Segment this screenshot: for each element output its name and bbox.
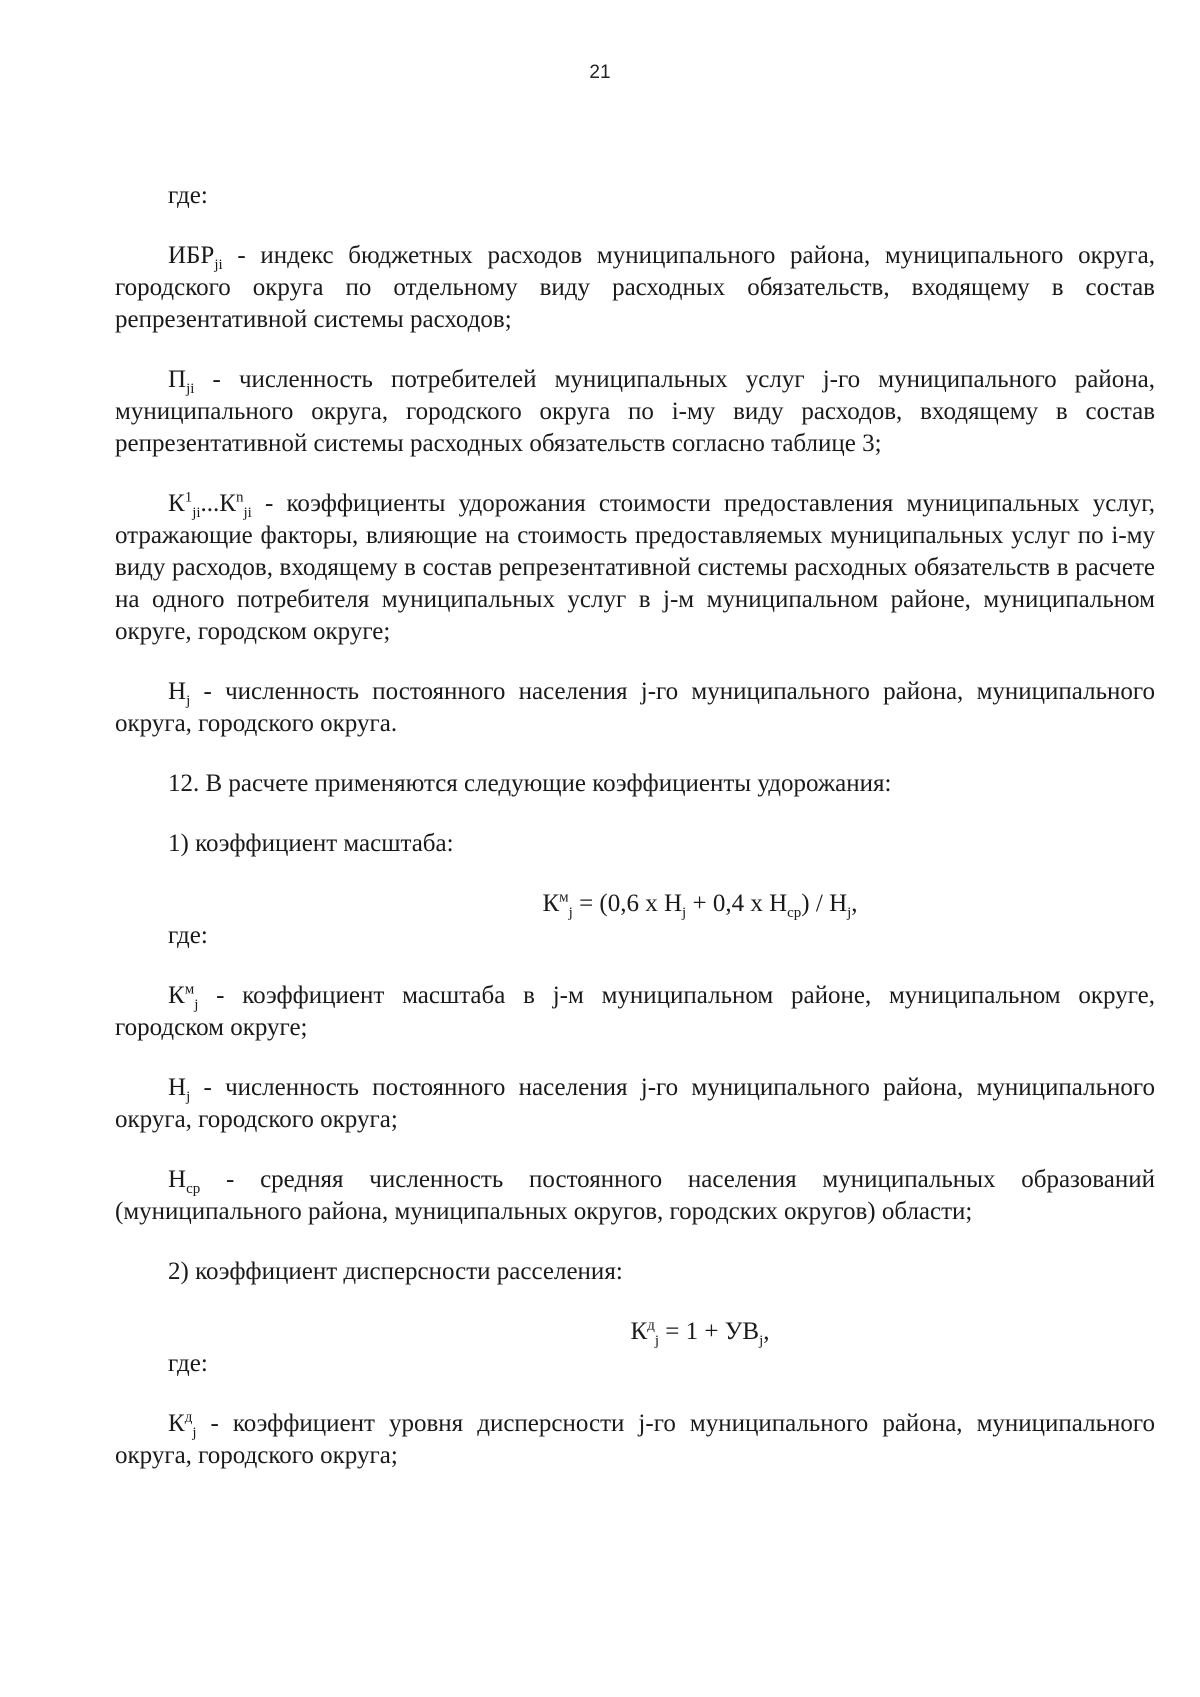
definition-p [115, 364, 1155, 460]
formula-part: , [851, 890, 858, 917]
definition-km [115, 980, 1155, 1044]
definition-text: - коэффициенты удорожания стоимости предоставления муниципальных услуг, отражающие факторы, влияющие на стоимость предоставляемых муниципальных услуг по i-му виду расходов, входящему в состав репрезентативной системы расходных обязательств в расчете на одного потребителя муниципальных услуг в j-м муниципальном районе, муниципальном округе, городском округе; [115, 490, 1155, 645]
definition-ncp [115, 1164, 1155, 1228]
formula-scale [115, 888, 1155, 920]
symbol: К [630, 1318, 648, 1345]
formula-part: = 1 + УВ [659, 1318, 760, 1345]
document-body [115, 180, 1155, 1472]
symbol: К [542, 890, 560, 917]
definition-ibr [115, 240, 1155, 336]
definition-kd [115, 1408, 1155, 1472]
symbol: Н [168, 678, 187, 705]
definition-n [115, 676, 1155, 740]
definition-text: - численность постоянного населения j-го муниципального района, муниципального округа, городского округа; [115, 1074, 1155, 1133]
symbol: К [168, 490, 185, 517]
symbol: Н [168, 1074, 187, 1101]
symbol: Н [168, 1166, 187, 1193]
item-2-heading: 2) коэффициент дисперсности расселения: [168, 1258, 623, 1285]
subscript: ji [192, 505, 201, 521]
formula-part: ) / Н [801, 890, 848, 917]
subscript: ср [186, 1181, 201, 1197]
superscript: м [559, 889, 569, 906]
subscript: j [186, 1089, 191, 1105]
definition-text: - численность постоянного населения j-го муниципального района, муниципального округа, городского округа. [115, 678, 1155, 737]
superscript: n [235, 489, 244, 506]
subscript: j [682, 905, 687, 921]
subscript: j [568, 905, 573, 921]
symbol: ...К [200, 490, 236, 517]
subscript: j [654, 1333, 659, 1349]
symbol: К [168, 1410, 185, 1437]
subscript: ji [186, 381, 195, 397]
item-1-heading: 1) коэффициент масштаба: [168, 830, 454, 857]
superscript: д [184, 1409, 193, 1426]
definition-n-2 [115, 1072, 1155, 1136]
where-label: где: [168, 182, 208, 209]
definition-text: - индекс бюджетных расходов муниципального района, муниципального округа, городского округа по отдельному виду расходных обязательств, входящему в состав репрезентативной системы расходов; [115, 242, 1155, 333]
subscript: j [194, 997, 199, 1013]
definition-k [115, 488, 1155, 648]
definition-text: - коэффициент масштаба в j-м муниципальном районе, муниципальном округе, городском округе; [115, 982, 1155, 1041]
where-label: где: [168, 922, 208, 949]
formula-dispersion [115, 1316, 1155, 1348]
symbol: ИБР [168, 242, 215, 269]
subscript: j [847, 905, 852, 921]
definition-text: - численность потребителей муниципальных услуг j-го муниципального района, муниципального округа, городского округа по i-му виду расходов, входящему в состав репрезентативной системы расходных обязательств согласно таблице 3; [115, 366, 1155, 457]
section-12: 12. В расчете применяются следующие коэффициенты удорожания: [168, 770, 892, 797]
definition-text: - коэффициент уровня дисперсности j-го муниципального района, муниципального округа, городского округа; [115, 1410, 1155, 1469]
formula-part: + 0,4 х Н [686, 890, 788, 917]
definition-text: - средняя численность постоянного населения муниципальных образований (муниципального района, муниципальных округов, городских округов) области; [115, 1166, 1155, 1225]
page-number: 21 [589, 62, 611, 83]
subscript: ji [214, 257, 223, 273]
symbol: К [168, 982, 185, 1009]
symbol: П [168, 366, 187, 393]
subscript: ji [243, 505, 252, 521]
formula-part: = (0,6 х Н [572, 890, 683, 917]
subscript: j [192, 1425, 197, 1441]
subscript: ср [787, 905, 802, 921]
where-label: где: [168, 1350, 208, 1377]
superscript: д [647, 1317, 655, 1334]
superscript: м [184, 981, 195, 998]
subscript: j [759, 1333, 764, 1349]
formula-part: , [763, 1318, 770, 1345]
superscript: 1 [184, 489, 193, 506]
subscript: j [186, 693, 191, 709]
